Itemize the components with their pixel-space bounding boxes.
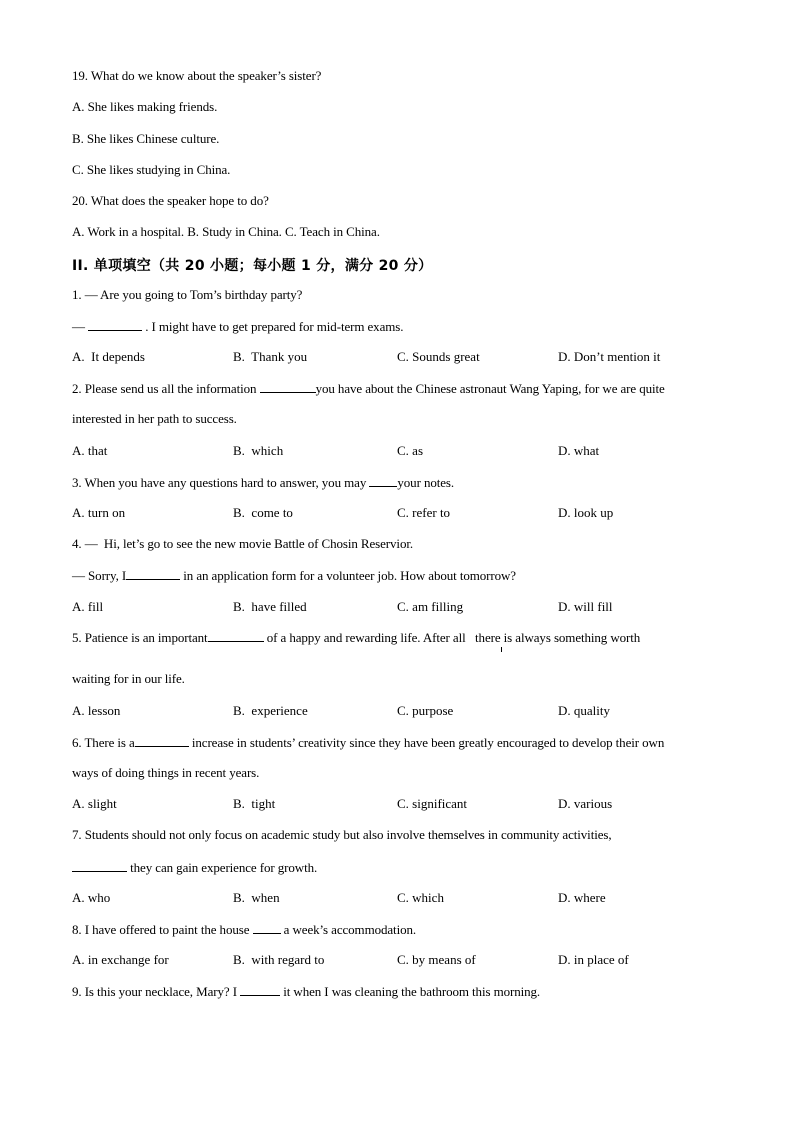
text: 6. There is a xyxy=(72,735,135,750)
text: . I might have to get prepared for mid-term exams. xyxy=(142,319,404,334)
question-6-option-d: D. various xyxy=(558,796,613,811)
question-5-option-c: C. purpose xyxy=(397,703,454,718)
text: 5. Patience is an important xyxy=(72,630,208,645)
question-3-option-b: B. come to xyxy=(233,505,293,520)
question-7-option-d: D. where xyxy=(558,890,606,905)
question-1-option-c: C. Sounds great xyxy=(397,349,480,364)
answer-blank xyxy=(260,380,316,393)
answer-blank xyxy=(72,859,127,872)
question-2-option-b: B. which xyxy=(233,443,284,458)
text: 3. When you have any questions hard to answer, you may xyxy=(72,475,370,490)
text: it when I was cleaning the bathroom this morning. xyxy=(280,984,541,999)
answer-blank xyxy=(253,921,281,934)
question-7-line-1: 7. Students should not only focus on academic study but also involve themselves in community activities, xyxy=(72,827,612,842)
text: you have about the Chinese astronaut Wang Yaping, for we are quite xyxy=(315,381,665,396)
question-8-option-a: A. in exchange for xyxy=(72,952,169,967)
question-1-line-1: 1. — Are you going to Tom’s birthday party? xyxy=(72,287,303,302)
question-6-option-b: B. tight xyxy=(233,796,276,811)
question-5-option-d: D. quality xyxy=(558,703,610,718)
text: increase in students’ creativity since they have been greatly encouraged to develop their own xyxy=(188,735,665,750)
text: your notes. xyxy=(397,475,455,490)
question-2-line-1 xyxy=(72,380,665,397)
answer-blank xyxy=(135,734,189,747)
text: 9. Is this your necklace, Mary? I xyxy=(72,984,241,999)
question-4-option-a: A. fill xyxy=(72,599,104,614)
question-2-line-2: interested in her path to success. xyxy=(72,411,237,426)
question-19-option-c: C. She likes studying in China. xyxy=(72,162,231,177)
question-8-option-d: D. in place of xyxy=(558,952,629,967)
question-5-option-a: A. lesson xyxy=(72,703,121,718)
question-19-option-b: B. She likes Chinese culture. xyxy=(72,131,220,146)
text: 2. Please send us all the information xyxy=(72,381,260,396)
question-7-option-b: B. when xyxy=(233,890,280,905)
question-6-option-a: A. slight xyxy=(72,796,117,811)
question-9 xyxy=(72,983,540,1000)
question-4-line-1: 4. — Hi, let’s go to see the new movie Battle of Chosin Reservior. xyxy=(72,536,413,551)
answer-blank xyxy=(369,474,397,487)
text: they can gain experience for growth. xyxy=(127,860,318,875)
question-20: 20. What does the speaker hope to do? xyxy=(72,193,269,208)
question-4-option-c: C. am filling xyxy=(397,599,464,614)
answer-blank xyxy=(126,567,180,580)
text: in an application form for a volunteer job. How about tomorrow? xyxy=(180,568,516,583)
question-1-option-d: D. Don’t mention it xyxy=(558,349,661,364)
question-3-option-c: C. refer to xyxy=(397,505,451,520)
question-1-line-2 xyxy=(72,318,403,335)
question-8-option-b: B. with regard to xyxy=(233,952,325,967)
question-4-option-b: B. have filled xyxy=(233,599,307,614)
question-4-option-d: D. will fill xyxy=(558,599,613,614)
question-20-options: A. Work in a hospital. B. Study in China. C. Teach in China. xyxy=(72,224,380,239)
question-1-option-b: B. Thank you xyxy=(233,349,308,364)
question-7-option-a: A. who xyxy=(72,890,111,905)
question-2-option-c: C. as xyxy=(397,443,423,458)
text: — Sorry, I xyxy=(72,568,127,583)
question-7-line-2 xyxy=(72,859,317,876)
question-8 xyxy=(72,921,416,938)
section-heading: II. 单项填空（共 20 小题；每小题 1 分，满分 20 分） xyxy=(72,258,433,274)
text: of a happy and rewarding life. After all there is always something worth xyxy=(263,630,641,645)
text: a week’s accommodation. xyxy=(280,922,417,937)
text: — xyxy=(72,319,89,334)
question-3 xyxy=(72,474,454,491)
question-2-option-a: A. that xyxy=(72,443,108,458)
question-6-line-2: ways of doing things in recent years. xyxy=(72,765,260,780)
answer-blank xyxy=(208,629,264,642)
question-3-option-a: A. turn on xyxy=(72,505,126,520)
answer-blank xyxy=(240,983,280,996)
question-5-option-b: B. experience xyxy=(233,703,308,718)
text: 8. I have offered to paint the house xyxy=(72,922,253,937)
question-1-option-a: A. It depends xyxy=(72,349,145,364)
question-3-option-d: D. look up xyxy=(558,505,614,520)
question-4-line-2 xyxy=(72,567,516,584)
question-8-option-c: C. by means of xyxy=(397,952,476,967)
answer-blank xyxy=(88,318,142,331)
question-19: 19. What do we know about the speaker’s sister? xyxy=(72,68,322,83)
question-6-line-1 xyxy=(72,734,664,751)
question-7-option-c: C. which xyxy=(397,890,444,905)
question-5-line-1 xyxy=(72,629,640,646)
question-2-option-d: D. what xyxy=(558,443,600,458)
stray-comma-mark xyxy=(501,647,502,652)
question-6-option-c: C. significant xyxy=(397,796,468,811)
question-5-line-2: waiting for in our life. xyxy=(72,671,185,686)
question-19-option-a: A. She likes making friends. xyxy=(72,99,218,114)
